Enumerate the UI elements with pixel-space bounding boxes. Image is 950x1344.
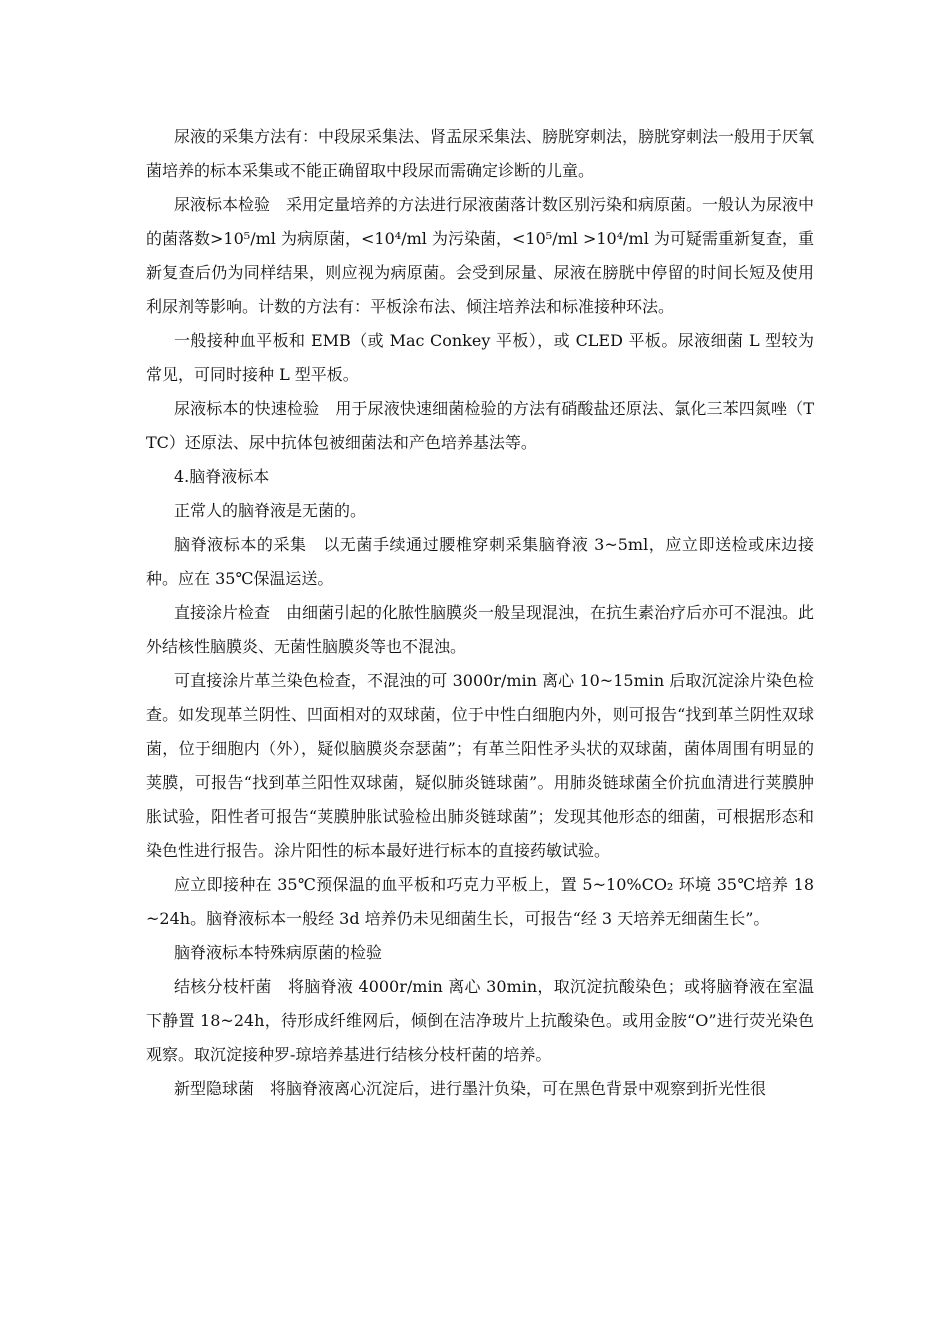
paragraph-plate-inoculation: 一般接种血平板和 EMB（或 Mac Conkey 平板），或 CLED 平板。尿液细菌 L 型较为常见，可同时接种 L 型平板。 — [146, 331, 814, 384]
paragraph-tuberculosis: 结核分枝杆菌 将脑脊液 4000r/min 离心 30min，取沉淀抗酸染色；或将脑脊液在室温下静置 18~24h，待形成纤维网后，倾倒在洁净玻片上抗酸染色。或用金胺“O”进行荧光染色观察。取沉淀接种罗-琼培养基进行结核分枝杆菌的培养。 — [146, 977, 814, 1064]
paragraph-rapid-test: 尿液标本的快速检验 用于尿液快速细菌检验的方法有硝酸盐还原法、氯化三苯四氮唑（TTC）还原法、尿中抗体包被细菌法和产色培养基法等。 — [146, 399, 814, 452]
paragraph-urine-test: 尿液标本检验 采用定量培养的方法进行尿液菌落计数区别污染和病原菌。一般认为尿液中的菌落数>10⁵/ml 为病原菌，<10⁴/ml 为污染菌，<10⁵/ml >10⁴/ml 为可疑需重新复查，重新复查后仍为同样结果，则应视为病原菌。会受到尿量、尿液在膀胱中停留的时间长短及使用利尿剂等影响。计数的方法有：平板涂布法、倾注培养法和标准接种环法。 — [146, 195, 815, 316]
paragraph-culture: 应立即接种在 35℃预保温的血平板和巧克力平板上，置 5~10%CO₂ 环境 35℃培养 18~24h。脑脊液标本一般经 3d 培养仍未见细菌生长，可报告“经 3 天培养无细菌生长”。 — [146, 875, 814, 928]
document-body — [146, 120, 814, 1106]
paragraph-gram-stain: 可直接涂片革兰染色检查，不混浊的可 3000r/min 离心 10~15min 后取沉淀涂片染色检查。如发现革兰阴性、凹面相对的双球菌，位于中性白细胞内外，则可报告“找到革兰阴性双球菌，位于细胞内（外），疑似脑膜炎奈瑟菌”；有革兰阳性矛头状的双球菌，菌体周围有明显的荚膜，可报告“找到革兰阳性双球菌，疑似肺炎链球菌”。用肺炎链球菌全价抗血清进行荚膜肿胀试验，阳性者可报告“荚膜肿胀试验检出肺炎链球菌”；发现其他形态的细菌，可根据形态和染色性进行报告。涂片阳性的标本最好进行标本的直接药敏试验。 — [146, 671, 814, 860]
section-heading-csf: 4.脑脊液标本 — [174, 467, 270, 486]
paragraph-csf-collection: 脑脊液标本的采集 以无菌手续通过腰椎穿刺采集脑脊液 3~5ml，应立即送检或床边接种。应在 35℃保温运送。 — [146, 535, 814, 588]
paragraph-csf-sterile: 正常人的脑脊液是无菌的。 — [174, 501, 367, 520]
subheading-special-pathogens: 脑脊液标本特殊病原菌的检验 — [174, 943, 383, 962]
paragraph-cryptococcus: 新型隐球菌 将脑脊液离心沉淀后，进行墨汁负染，可在黑色背景中观察到折光性很 — [174, 1079, 767, 1098]
paragraph-urine-collection: 尿液的采集方法有：中段尿采集法、肾盂尿采集法、膀胱穿刺法，膀胱穿刺法一般用于厌氧菌培养的标本采集或不能正确留取中段尿而需确定诊断的儿童。 — [146, 127, 815, 180]
paragraph-direct-smear: 直接涂片检查 由细菌引起的化脓性脑膜炎一般呈现混浊，在抗生素治疗后亦可不混浊。此外结核性脑膜炎、无菌性脑膜炎等也不混浊。 — [146, 603, 815, 656]
